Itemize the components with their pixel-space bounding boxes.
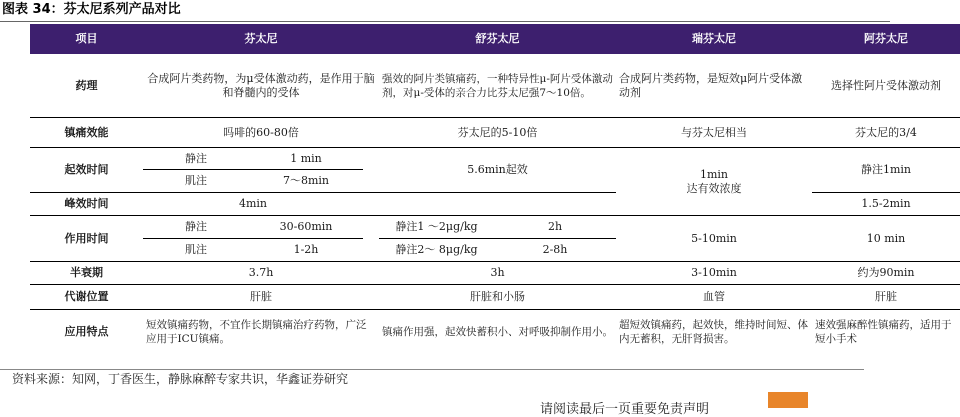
peak-fentanyl: 4min xyxy=(143,193,363,216)
potency-fentanyl: 吗啡的60-80倍 xyxy=(143,118,379,148)
metabolism-alfentanil: 肝脏 xyxy=(812,285,960,310)
onset-fentanyl-iv-value: 1 min xyxy=(249,148,363,170)
page-number-tab xyxy=(768,392,808,408)
halflife-sufentanil: 3h xyxy=(379,262,616,285)
duration-fentanyl-iv-value: 30-60min xyxy=(249,216,363,239)
header-alfentanil: 阿芬太尼 xyxy=(812,24,960,54)
onset-fentanyl-im-value: 7～8min xyxy=(249,170,363,193)
figure-title: 图表 34：芬太尼系列产品对比 xyxy=(2,2,181,17)
pharmacology-fentanyl: 合成阿片类药物，为μ受体激动药，是作用于脑和脊髓内的受体 xyxy=(143,54,379,118)
header-item: 项目 xyxy=(30,24,143,54)
title-divider xyxy=(0,21,890,22)
duration-sufentanil-val1: 2h xyxy=(494,216,616,239)
application-remifentanil: 超短效镇痛药，起效快，维持时间短、体内无蓄积，无肝肾损害。 xyxy=(619,319,808,345)
row-label-potency: 镇痛效能 xyxy=(30,118,143,148)
onset-alfentanil: 静注1min xyxy=(812,148,960,193)
onset-spacer xyxy=(363,148,379,193)
pharmacology-alfentanil: 选择性阿片受体激动剂 xyxy=(812,54,960,118)
potency-sufentanil: 芬太尼的5-10倍 xyxy=(379,118,616,148)
duration-fentanyl-im-route: 肌注 xyxy=(143,239,249,262)
duration-alfentanil: 10 min xyxy=(812,216,960,262)
potency-alfentanil: 芬太尼的3/4 xyxy=(812,118,960,148)
application-alfentanil: 速效强麻醉性镇痛药，适用于短小手术 xyxy=(815,319,952,345)
row-label-halflife: 半衰期 xyxy=(30,262,143,285)
peak-empty xyxy=(363,193,616,216)
pharmacology-remifentanil: 合成阿片类药物，是短效μ阿片受体激动剂 xyxy=(616,54,812,118)
onset-remifentanil-line1: 1min xyxy=(699,167,729,181)
potency-remifentanil: 与芬太尼相当 xyxy=(616,118,812,148)
application-sufentanil: 镇痛作用强，起效快蓄积小、对呼吸抑制作用小。 xyxy=(382,326,613,338)
duration-sufentanil-dose2: 静注2～ 8μg/kg xyxy=(379,239,494,262)
application-fentanyl: 短效镇痛药物，不宜作长期镇痛治疗药物，广泛应用于ICU镇痛。 xyxy=(146,319,367,345)
onset-remifentanil-line2: 达有效浓度 xyxy=(686,181,742,195)
disclaimer-footer: 请阅读最后一页重要免责声明 xyxy=(540,402,710,417)
header-sufentanil: 舒芬太尼 xyxy=(379,24,616,54)
metabolism-remifentanil: 血管 xyxy=(616,285,812,310)
duration-sufentanil-val2: 2-8h xyxy=(494,239,616,262)
source-note: 资料来源：知网，丁香医生，静脉麻醉专家共识，华鑫证券研究 xyxy=(12,372,349,386)
halflife-alfentanil: 约为90min xyxy=(812,262,960,285)
onset-fentanyl-im-route: 肌注 xyxy=(143,170,249,193)
pharmacology-sufentanil: 强效的阿片类镇痛药，一种特异性μ-阿片受体激动剂，对μ-受体的亲合力比芬太尼强7～10倍。 xyxy=(379,54,616,118)
duration-spacer xyxy=(363,216,379,262)
halflife-fentanyl: 3.7h xyxy=(143,262,379,285)
duration-fentanyl-im-value: 1-2h xyxy=(249,239,363,262)
metabolism-sufentanil: 肝脏和小肠 xyxy=(379,285,616,310)
comparison-table xyxy=(30,24,960,354)
duration-sufentanil-dose1: 静注1 ～2μg/kg xyxy=(379,216,494,239)
header-remifentanil: 瑞芬太尼 xyxy=(616,24,812,54)
duration-remifentanil: 5-10min xyxy=(616,216,812,262)
row-label-onset: 起效时间 xyxy=(30,148,143,193)
row-label-metabolism: 代谢位置 xyxy=(30,285,143,310)
onset-fentanyl-iv-route: 静注 xyxy=(143,148,249,170)
onset-sufentanil: 5.6min起效 xyxy=(379,148,616,193)
metabolism-fentanyl: 肝脏 xyxy=(143,285,379,310)
row-label-duration: 作用时间 xyxy=(30,216,143,262)
peak-alfentanil: 1.5-2min xyxy=(812,193,960,216)
header-fentanyl: 芬太尼 xyxy=(143,24,379,54)
onset-remifentanil xyxy=(616,148,812,216)
row-label-peak: 峰效时间 xyxy=(30,193,143,216)
row-label-pharmacology: 药理 xyxy=(30,54,143,118)
duration-fentanyl-iv-route: 静注 xyxy=(143,216,249,239)
halflife-remifentanil: 3-10min xyxy=(616,262,812,285)
row-label-application: 应用特点 xyxy=(64,325,109,338)
